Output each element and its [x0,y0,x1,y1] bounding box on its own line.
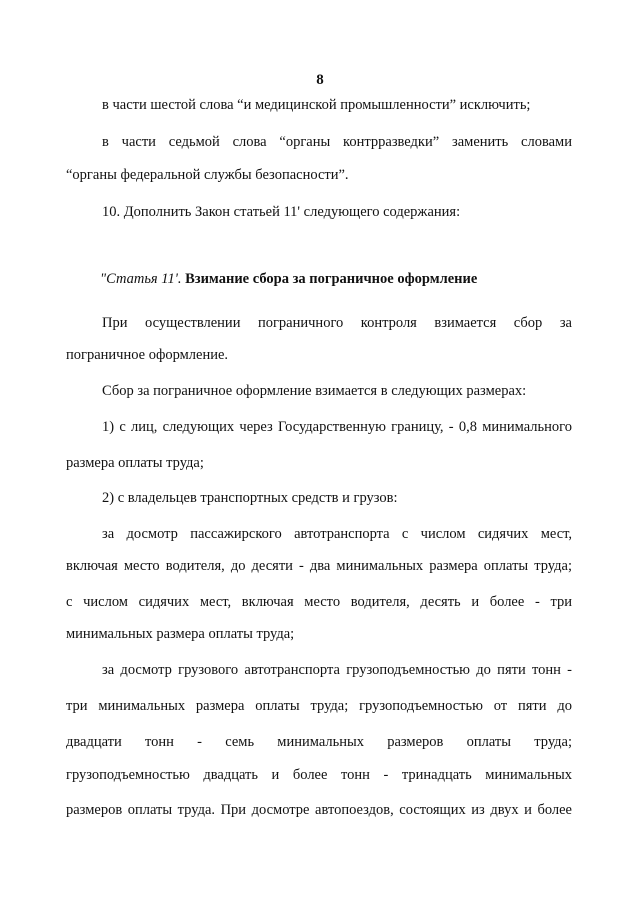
text-line: 1) с лиц, следующих через Государственную границу, - 0,8 минимального [102,419,572,435]
text-line: размера оплаты труда; [66,455,204,471]
text-line: пограничное оформление. [66,347,229,363]
text-line: три минимальных размера оплаты труда; грузоподъемностью от пяти до [66,698,572,714]
text-line: за досмотр грузового автотранспорта грузоподъемностью до пяти тонн - [102,662,572,678]
text-line: размеров оплаты труда. При досмотре автопоездов, состоящих из двух и более [66,802,572,818]
text-line: за досмотр пассажирского автотранспорта с числом сидячих мест, [102,526,572,542]
text-line: При осуществлении пограничного контроля взимается сбор за [102,315,572,331]
article-heading-label: "Статья 11'. [100,271,182,287]
text-line: в части шестой слова “и медицинской промышленности” исключить; [102,97,531,113]
text-line: “органы федеральной службы безопасности”. [66,167,349,183]
text-line: 2) с владельцев транспортных средств и грузов: [102,490,398,506]
text-line: с числом сидячих мест, включая место водителя, десять и более - три [66,594,572,610]
text-line: Сбор за пограничное оформление взимается в следующих размерах: [102,383,527,399]
article-heading [100,270,606,288]
article-heading-title: Взимание сбора за пограничное оформление [185,271,478,287]
text-line: минимальных размера оплаты труда; [66,626,295,642]
text-line: грузоподъемностью двадцать и более тонн - тринадцать минимальных [66,767,572,783]
page-number: 8 [316,72,324,88]
text-line: 10. Дополнить Закон статьей 11' следующего содержания: [102,204,461,220]
text-line: двадцати тонн - семь минимальных размеров оплаты труда; [66,734,572,750]
text-line: в части седьмой слова “органы контрразведки” заменить словами [102,134,572,150]
text-line: включая место водителя, до десяти - два минимальных размера оплаты труда; [66,558,572,574]
